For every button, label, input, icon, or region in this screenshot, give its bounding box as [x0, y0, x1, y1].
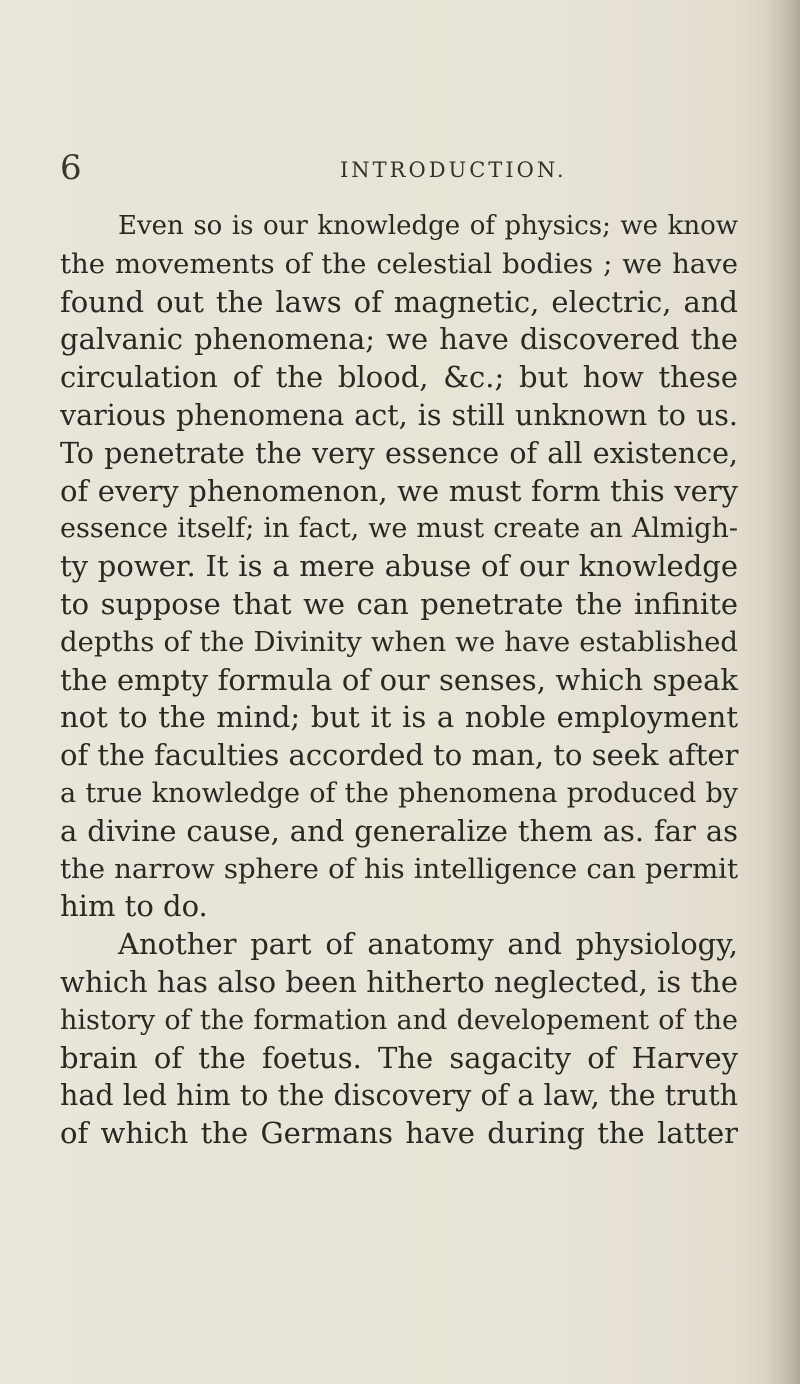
text-line: essence itself; in fact, we must create an Almigh- [60, 513, 738, 545]
text-line: To penetrate the very essence of all existence, [60, 436, 738, 470]
running-title: INTRODUCTION. [340, 158, 567, 182]
text-line: galvanic phenomena; we have discovered the [60, 322, 738, 357]
running-head [60, 146, 740, 190]
text-line: depths of the Divinity when we have established [60, 625, 738, 658]
text-line: a true knowledge of the phenomena produced by [60, 777, 738, 809]
text-line: various phenomena act, is still unknown to us. [60, 398, 738, 432]
text-line: of every phenomenon, we must form this very [60, 473, 738, 508]
text-line: the narrow sphere of his intelligence can permit [60, 852, 738, 885]
body-text [60, 208, 738, 1153]
text-line: of the faculties accorded to man, to seek after [60, 738, 739, 773]
text-line: brain of the foetus. The sagacity of Harvey [60, 1040, 738, 1075]
text-line: history of the formation and developement of the [60, 1004, 738, 1036]
page-edge-shadow [766, 0, 800, 1384]
page-number: 6 [60, 148, 82, 188]
text-line: Another part of anatomy and physiology, [118, 927, 738, 962]
text-line: to suppose that we can penetrate the infinite [60, 586, 738, 621]
text-line: circulation of the blood, &c.; but how these [60, 360, 738, 395]
text-line: ty power. It is a mere abuse of our knowledge [60, 549, 738, 584]
text-line: of which the Germans have during the latter [60, 1116, 738, 1151]
text-line: a divine cause, and generalize them as. far as [60, 813, 738, 848]
text-line: him to do. [60, 889, 208, 924]
text-line: not to the mind; but it is a noble employment [60, 700, 738, 735]
text-line: had led him to the discovery of a law, the truth [60, 1079, 738, 1113]
text-line: Even so is our knowledge of physics; we know [118, 211, 738, 241]
text-line: which has also been hitherto neglected, is the [60, 964, 738, 999]
text-line: the movements of the celestial bodies ; we have [60, 247, 738, 280]
text-line: found out the laws of magnetic, electric, and [60, 284, 738, 319]
text-line: the empty formula of our senses, which speak [60, 662, 738, 697]
